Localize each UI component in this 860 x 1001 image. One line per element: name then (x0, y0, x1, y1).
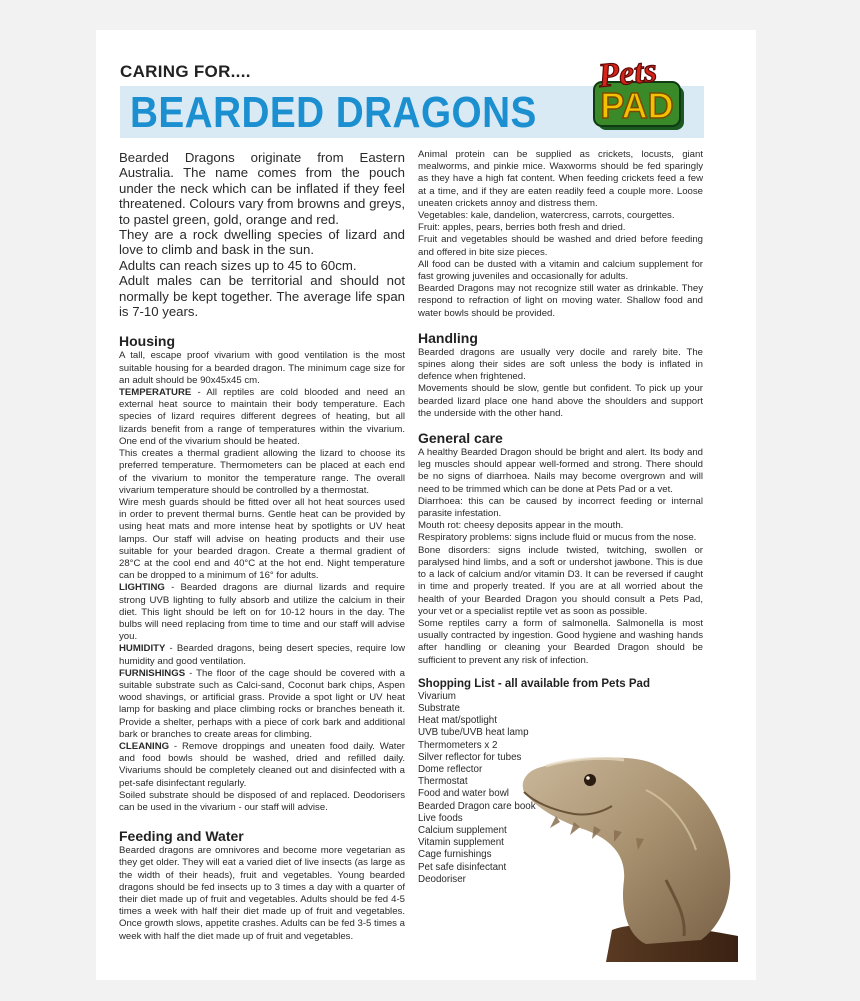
feeding-section (119, 828, 405, 943)
temperature-label: TEMPERATURE (119, 387, 192, 399)
feeding-paragraph: Bearded dragons are omnivores and become more vegetarian as they get older. They will eat a varied diet of live insects (as large as the width of their heads), fruit and vegetables. Young bearded dragons should be fed insects up to 3 times a day with a quarter of their diet made up of fruit and vegetables. Adults should be fed 4-5 times a week with half their diet made up of fruit and vegetables. Once growth slows, appetite crashes. Adults can be fed 3-5 times a week with half the diet made up of fruit and vegetables. (119, 845, 405, 942)
temperature-paragraph (119, 387, 405, 448)
general-care-section (418, 430, 703, 667)
eye-shape (584, 774, 596, 786)
logo-pad-text: PAD (600, 85, 674, 126)
handling-paragraph: Bearded dragons are usually very docile and rarely bite. The spines along their sides are soft unless the body is inflated in defence when frightened. (418, 346, 703, 383)
kicker-text: CARING FOR.... (120, 62, 251, 81)
intro-paragraph: They are a rock dwelling species of lizard and love to climb and bask in the sun. (119, 227, 405, 258)
shopping-heading: Shopping List - all available from Pets Pad (418, 677, 650, 690)
shopping-item: Pet safe disinfectant (418, 861, 507, 873)
general-care-paragraph: A healthy Bearded Dragon should be bright and alert. Its body and leg muscles should appear well-formed and strong. There should be no signs of diarrhoea. Nails may become overgrown and will need to be trimmed which can be done at Pets Pad or a vet. (418, 447, 703, 495)
shopping-item: Cage furnishings (418, 849, 492, 861)
shopping-item: Food and water bowl (418, 788, 509, 800)
furnishings-paragraph (119, 668, 405, 741)
housing-heading: Housing (119, 333, 175, 350)
cleaning-paragraph (119, 741, 405, 790)
housing-paragraph: A tall, escape proof vivarium with good ventilation is the most suitable housing for a bearded dragon. The minimum cage size for an adult should be 90x45x45 cm. (119, 350, 405, 386)
lighting-label: LIGHTING (119, 582, 165, 594)
intro-block (119, 150, 405, 319)
feeding-paragraph: Animal protein can be supplied as crickets, locusts, giant mealworms, and pinkie mice. Waxworms should be fed sparingly as they have a high fat content. When feeding crickets feed a few at a time, and if they are eaten readily feed a couple more. Loose uneaten crickets annoy and distress them. (418, 149, 703, 209)
shopping-item: Bearded Dragon care book (418, 800, 536, 812)
shopping-item: Thermostat (418, 776, 468, 788)
feeding-paragraph: Fruit: apples, pears, berries both fresh and dried. (418, 222, 626, 234)
lighting-text: - Bearded dragons are diurnal lizards and require strong UVB lighting to fully absorb and utilize the calcium in their diet. This light should be left on for 10-12 hours in the day. The bulbs will need replacing from time to time and our staff will advise you. (119, 582, 405, 643)
housing-section (119, 333, 405, 814)
shopping-item: Silver reflector for tubes (418, 751, 522, 763)
pets-pad-logo (562, 48, 690, 140)
shopping-item: Dome reflector (418, 763, 483, 775)
general-care-paragraph: Bone disorders: signs include twisted, twitching, swollen or paralysed hind limbs, and a soft or undershot jawbone. This is due to a lack of calcium and/or vitamin D3. It can be reversed if caught in time and properly treated. If you are at all worried about the health of your Bearded Dragon you should consult a Pets Pad, your vet or a specialist reptile vet as soon as possible. (418, 544, 703, 617)
humidity-text: - Bearded dragons, being desert species, require low humidity and good ventilation. (119, 643, 405, 667)
housing-paragraph: Wire mesh guards should be fitted over all hot heat sources used in order to prevent thermal burns. Gentle heat can be provided by using heat mats and more intense heat by spotlights or UV heat lamps. Our staff will advise on heating products and their use suitable for your bearded dragon. Create a thermal gradient of 28°C at the cool end and 40°C at the hot end. Night temperature can be dropped to a minimum of 16° for adults. (119, 496, 405, 582)
shopping-item: Vitamin supplement (418, 837, 504, 849)
feeding-paragraph: Vegetables: kale, dandelion, watercress, carrots, courgettes. (418, 210, 675, 222)
general-care-paragraph: Mouth rot: cheesy deposits appear in the mouth. (418, 520, 624, 532)
furnishings-text: - The floor of the cage should be covered with a suitable substrate such as Calci-sand, Coconut bark chips, Aspen wood shavings, or artificial grass. Provide a spot light or UV heat lamp for basking and place climbing rocks or branches beneath it. Provide a shelter, perhaps with a piece of cork bark and additional bark or branches to create areas for climbing. (119, 667, 405, 740)
feeding-paragraph: All food can be dusted with a vitamin and calcium supplement for fast growing juveniles and occasionally for adults. (418, 258, 703, 283)
general-care-paragraph: Respiratory problems: signs include fluid or mucus from the nose. (418, 532, 697, 544)
cleaning-label: CLEANING (119, 740, 170, 752)
feeding-continued (418, 149, 703, 320)
shopping-item: Thermometers x 2 (418, 739, 498, 751)
general-care-heading: General care (418, 430, 503, 447)
feeding-heading: Feeding and Water (119, 828, 244, 845)
humidity-paragraph (119, 643, 405, 667)
shopping-item: Substrate (418, 702, 460, 714)
eye-highlight (586, 776, 590, 780)
bearded-dragon-photo (516, 730, 738, 962)
lizard-body (523, 757, 730, 944)
handling-heading: Handling (418, 329, 478, 346)
shopping-item: Deodoriser (418, 873, 466, 885)
shopping-item: Heat mat/spotlight (418, 715, 497, 727)
housing-paragraph: This creates a thermal gradient allowing the lizard to choose its preferred temperature. Thermometers can be placed at each end of the vivarium to monitor the temperature range. The overall vivarium temperature should be controlled by a thermostat. (119, 448, 405, 496)
care-sheet-page (96, 30, 756, 980)
feeding-paragraph: Bearded Dragons may not recognize still water as drinkable. They respond to refraction of light on moving water. Shallow food and water bowls should be provided. (418, 283, 703, 319)
shopping-item: Live foods (418, 812, 463, 824)
shopping-item: UVB tube/UVB heat lamp (418, 727, 529, 739)
humidity-label: HUMIDITY (119, 643, 166, 655)
general-care-paragraph: Some reptiles carry a form of salmonella. Salmonella is most usually contracted by ingestion. Good hygiene and washing hands after handling or cleaning your Bearded Dragon should be sufficient to prevent any risk of infection. (418, 617, 703, 666)
feeding-paragraph: Fruit and vegetables should be washed and dried before feeding and offered in bite size pieces. (418, 234, 703, 258)
logo-pets-text: Pets (596, 52, 659, 95)
cleaning-text: - Remove droppings and uneaten food daily. Water and food bowls should be washed, dried and refilled daily. Vivariums should be completely cleaned out and disinfected with a pet-safe disinfectant regularly. (119, 740, 405, 789)
intro-paragraph: Adult males can be territorial and should not normally be kept together. The average life span is 7-10 years. (119, 273, 405, 320)
left-column (119, 150, 405, 943)
furnishings-label: FURNISHINGS (119, 667, 186, 679)
page-title: BEARDED DRAGONS (130, 88, 537, 137)
housing-paragraph: Soiled substrate should be disposed of and replaced. Deodorisers can be used in the vivarium - our staff will advise. (119, 789, 405, 813)
intro-paragraph: Adults can reach sizes up to 45 to 60cm. (119, 257, 357, 273)
temperature-text: - All reptiles are cold blooded and need an external heat source to maintain their body temperature. Each species of lizard requires different degrees of heating, but all lizards benefit from a range of temperatures within the vivarium. One end of the vivarium should be heated. (119, 387, 405, 447)
shopping-item: Vivarium (418, 690, 456, 702)
shopping-item: Calcium supplement (418, 824, 507, 836)
handling-paragraph: Movements should be slow, gentle but confident. To pick up your bearded lizard place one hand above the shoulders and support the underside with the other hand. (418, 383, 703, 419)
general-care-paragraph: Diarrhoea: this can be caused by incorrect feeding or internal parasite infestation. (418, 495, 703, 520)
lighting-paragraph (119, 582, 405, 643)
handling-section (418, 330, 703, 420)
intro-paragraph: Bearded Dragons originate from Eastern Australia. The name comes from the pouch under the neck which can be inflated if they feel threatened. Colours vary from browns and greys, to pastel green, gold, orange and red. (119, 150, 405, 227)
